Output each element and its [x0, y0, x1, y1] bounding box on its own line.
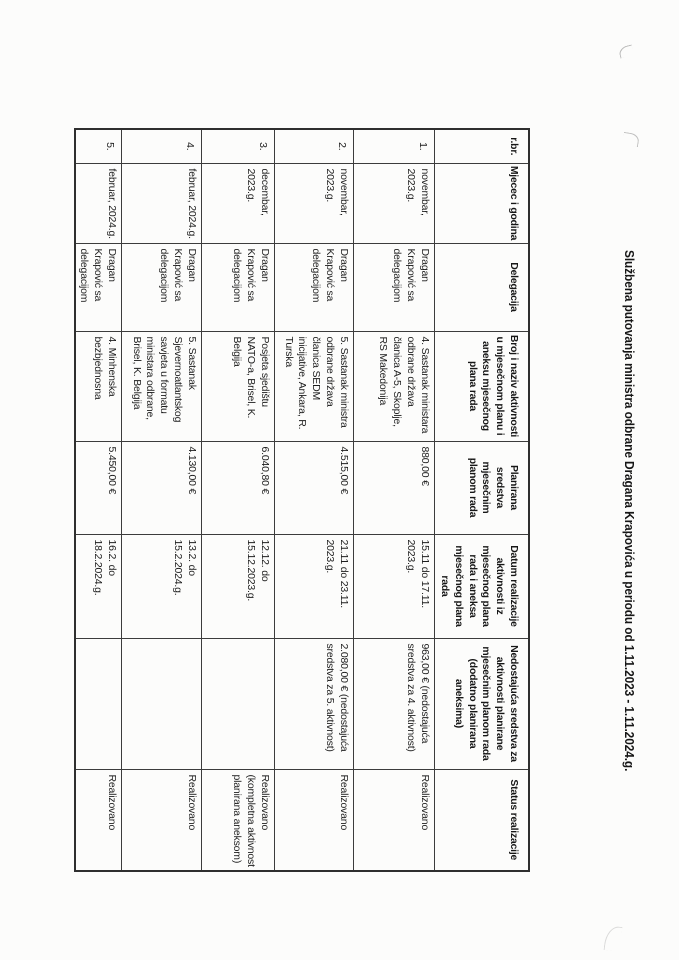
col-header-aktivnost: Broj i naziv aktivnosti u mjesečnom planu i aneksu mjesečnog plana rada: [435, 331, 529, 441]
cell-planirana-sredstva: 5.450,00 €: [76, 441, 122, 534]
cell-status: Realizovano: [354, 769, 435, 871]
col-header-rbr: r.br.: [435, 129, 529, 163]
table-row: [122, 129, 202, 871]
cell-mjesec-godina: decembar, 2023.g.: [202, 163, 275, 243]
cell-nedostajuca-sredstva: 963,00 € (nedostajuća sredstva za 4. aktivnost): [354, 638, 435, 769]
table-row: [354, 129, 435, 871]
cell-aktivnost: 4. Minhenska bezbjednosna: [76, 331, 122, 441]
cell-aktivnost: 4. Sastanak ministara odbrane država članica A-5, Skoplje, RS Makedonija: [354, 331, 435, 441]
cell-nedostajuca-sredstva: [202, 638, 275, 769]
cell-rbr: 4.: [122, 129, 202, 163]
cell-rbr: 1.: [354, 129, 435, 163]
cell-planirana-sredstva: 4.515,00 €: [275, 441, 354, 534]
cell-rbr: 2.: [275, 129, 354, 163]
col-header-nedostajuca-sredstva: Nedostajuća sredstva za aktivnosti planirane mjesečnim planom rada (dodatno planirana aneksima): [435, 638, 529, 769]
cell-status: Realizovano: [122, 769, 202, 871]
cell-mjesec-godina: novembar, 2023.g.: [354, 163, 435, 243]
col-header-delegacija: Delegacija: [435, 243, 529, 331]
cell-delegacija: Dragan Krapović sa delegacijom: [275, 243, 354, 331]
cell-planirana-sredstva: 6.040,80 €: [202, 441, 275, 534]
cell-delegacija: Dragan Krapović sa delegacijom: [202, 243, 275, 331]
cell-aktivnost: 5. Sastanak ministra odbrane država članica SEDM inicijative, Ankara, R. Turska: [275, 331, 354, 441]
table-row: [76, 129, 122, 871]
cell-mjesec-godina: novembar, 2023.g.: [275, 163, 354, 243]
scan-artifact: [604, 925, 623, 952]
cell-mjesec-godina: februar, 2024.g.: [76, 163, 122, 243]
cell-datum-realizacije: 15.11 do 17.11. 2023.g.: [354, 534, 435, 638]
header-row: [435, 129, 529, 871]
table-row: [275, 129, 354, 871]
scan-artifact: [622, 132, 640, 147]
document-title: Službena putovanja ministra odbrane Dragana Krapovića u periodu od 1.11.2023 - 1.11.2024.g.: [622, 250, 636, 772]
cell-nedostajuca-sredstva: [76, 638, 122, 769]
cell-status: Realizovano: [275, 769, 354, 871]
col-header-status: Status realizacije: [435, 769, 529, 871]
cell-planirana-sredstva: 880,00 €: [354, 441, 435, 534]
cell-status: Realizovano (kompletna aktivnost planirana aneksom): [202, 769, 275, 871]
cell-rbr: 3.: [202, 129, 275, 163]
cell-nedostajuca-sredstva: 2.080,00 € (nedostajuća sredstva za 5. aktivnost): [275, 638, 354, 769]
col-header-planirana-sredstva: Planirana sredstva mjesečnim planom rada: [435, 441, 529, 534]
col-header-datum-realizacije: Datum realizacije aktivnosti iz mjesečnog plana rada i aneksa mjesečnog plana rada: [435, 534, 529, 638]
cell-datum-realizacije: 21.11 do 23.11. 2023.g.: [275, 534, 354, 638]
cell-aktivnost: 5. Sastanak Sjevernoatlantskog savjeta u formatu ministara odbrane, Brisel, K. Belgija: [122, 331, 202, 441]
col-header-mjesec-godina: Mjecec i godina: [435, 163, 529, 243]
scan-artifact: [618, 44, 634, 58]
cell-aktivnost: Posjeta sjedištu NATO-a, Brisel, K. Belgija: [202, 331, 275, 441]
cell-status: Realizovano: [76, 769, 122, 871]
cell-delegacija: Dragan Krapović sa delegacijom: [354, 243, 435, 331]
cell-datum-realizacije: 16.2. do 18.2.2024.g.: [76, 534, 122, 638]
travel-report-table: [75, 128, 531, 872]
cell-delegacija: Dragan Krapović sa delegacijom: [76, 243, 122, 331]
table-row: [202, 129, 275, 871]
cell-rbr: 5.: [76, 129, 122, 163]
cell-delegacija: Dragan Krapović sa delegacijom: [122, 243, 202, 331]
cell-mjesec-godina: februar, 2024.g.: [122, 163, 202, 243]
cell-datum-realizacije: 13.2. do 15.2.2024.g.: [122, 534, 202, 638]
cell-datum-realizacije: 12.12. do 15.12.2023.g.: [202, 534, 275, 638]
cell-planirana-sredstva: 4.130,00 €: [122, 441, 202, 534]
cell-nedostajuca-sredstva: [122, 638, 202, 769]
